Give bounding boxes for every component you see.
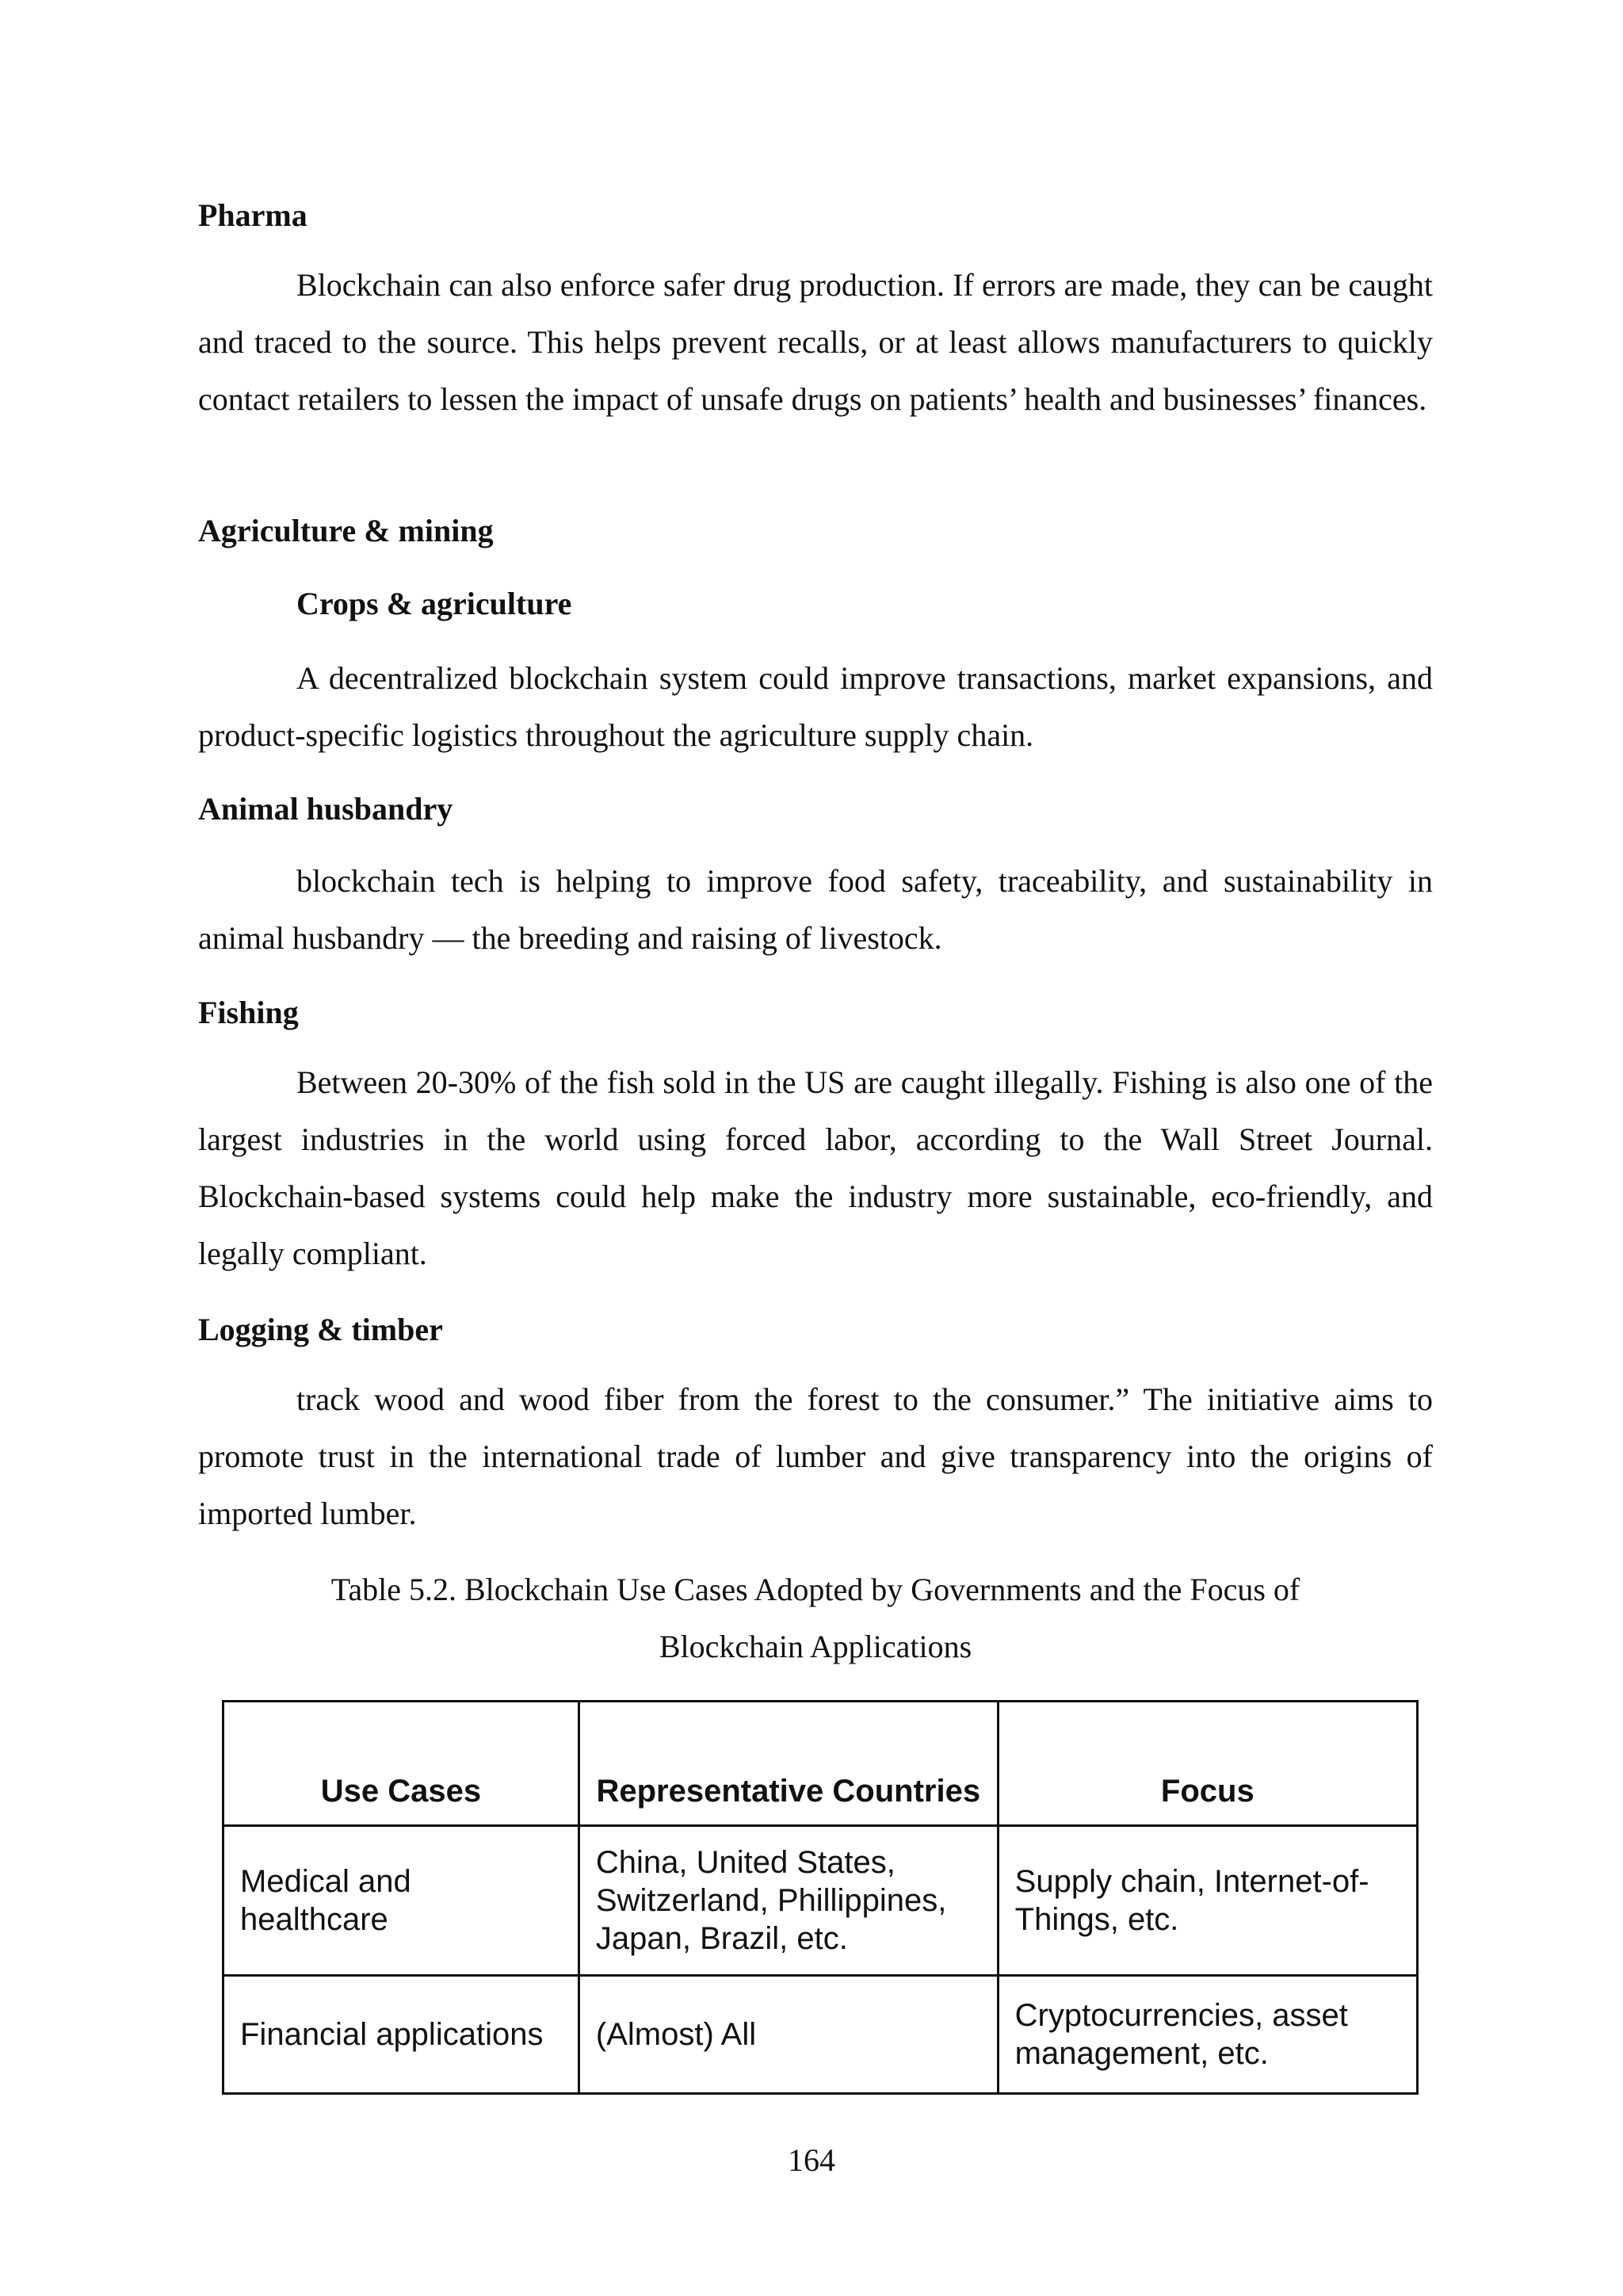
cell-use-case: Medical and healthcare xyxy=(223,1826,579,1976)
paragraph-pharma: Blockchain can also enforce safer drug production. If errors are made, they can be caught and traced to the source. This helps prevent recalls, or at least allows manufacturers to quickly contact retailers to lessen the impact of unsafe drugs on patients’ health and businesses’ finances. xyxy=(198,267,1433,417)
table-row xyxy=(223,1826,1418,1976)
header-use-cases: Use Cases xyxy=(223,1702,579,1826)
cell-use-case: Financial applications xyxy=(223,1976,579,2094)
paragraph-agriculture: A decentralized blockchain system could improve transactions, market expansions, and product-specific logistics throughout the agriculture supply chain. xyxy=(198,660,1433,753)
section-heading-logging: Logging & timber xyxy=(198,1312,443,1347)
cell-focus: Supply chain, Internet-of-Things, etc. xyxy=(998,1826,1417,1976)
header-representative-countries: Representative Countries xyxy=(579,1702,998,1826)
cell-countries: (Almost) All xyxy=(579,1976,998,2094)
section-heading-fishing: Fishing xyxy=(198,995,299,1030)
paragraph-logging: track wood and wood fiber from the forest to the consumer.” The initiative aims to promote trust in the international trade of lumber and give transparency into the origins of imported lumber. xyxy=(198,1381,1433,1531)
section-heading-pharma: Pharma xyxy=(198,197,307,233)
paragraph-animal-husbandry: blockchain tech is helping to improve food safety, traceability, and sustainability in animal husbandry — the breeding and raising of livestock. xyxy=(198,863,1433,956)
cell-focus: Cryptocurrencies, asset management, etc. xyxy=(998,1976,1417,2094)
header-focus: Focus xyxy=(998,1702,1417,1826)
paragraph-fishing: Between 20-30% of the fish sold in the US are caught illegally. Fishing is also one of the largest industries in the world using forced labor, according to the Wall Street Journal. Blockchain-based systems could help make the industry more sustainable, eco-friendly, and legally compliant. xyxy=(198,1064,1433,1271)
table-header-row xyxy=(223,1702,1418,1826)
section-heading-agriculture: Agriculture & mining xyxy=(198,513,494,548)
use-cases-table xyxy=(222,1700,1419,2095)
page-number: 164 xyxy=(788,2142,835,2178)
table-row xyxy=(223,1976,1418,2094)
cell-countries: China, United States, Switzerland, Phillippines, Japan, Brazil, etc. xyxy=(579,1826,998,1976)
subheading-crops: Crops & agriculture xyxy=(296,586,572,621)
section-heading-animal-husbandry: Animal husbandry xyxy=(198,791,453,827)
table-caption-line-1: Table 5.2. Blockchain Use Cases Adopted by Governments and the Focus of xyxy=(330,1572,1300,1607)
table-caption-line-2: Blockchain Applications xyxy=(659,1629,972,1664)
